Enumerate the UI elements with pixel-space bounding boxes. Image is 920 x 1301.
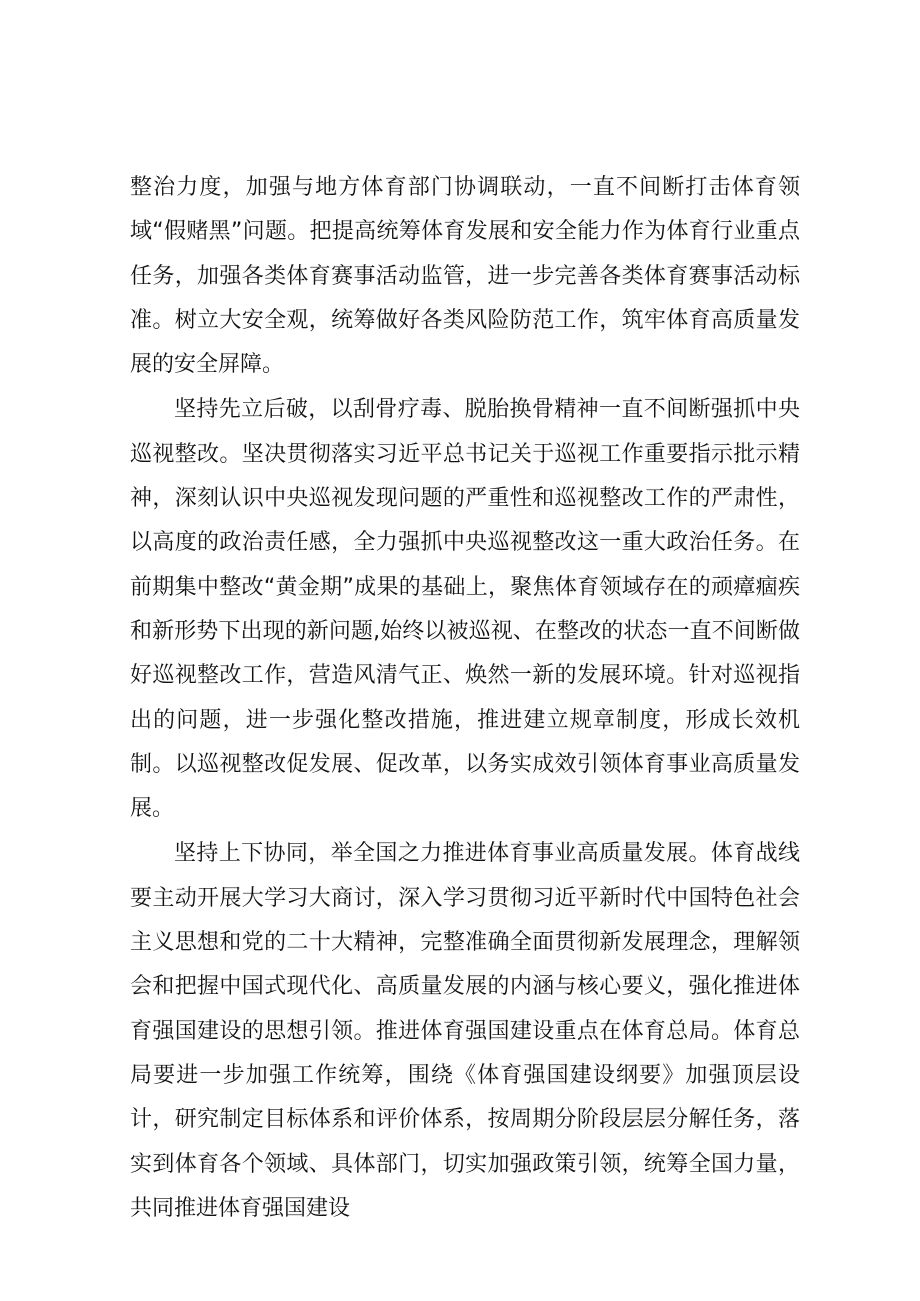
paragraph-coordinated-development: 坚持上下协同，举全国之力推进体育事业高质量发展。体育战线要主动开展大学习大商讨，深入学习贯彻习近平新时代中国特色社会主义思想和党的二十大精神，完整准确全面贯彻新发展理念，理解领会和把握中国式现代化、高质量发展的内涵与核心要义，强化推进体育强国建设的思想引领。推进体育强国建设重点在体育总局。体育总局要进一步加强工作统筹，围绕《体育强国建设纲要》加强顶层设计，研究制定目标体系和评价体系，按周期分阶段层层分解任务，落实到体育各个领域、具体部门，切实加强政策引领，统筹全国力量，共同推进体育强国建设	[130, 841, 800, 1221]
document-body	[130, 166, 800, 1231]
paragraph-inspection-rectification: 坚持先立后破，以刮骨疗毒、脱胎换骨精神一直不间断强抓中央巡视整改。坚决贯彻落实习近平总书记关于巡视工作重要指示批示精神，深刻认识中央巡视发现问题的严重性和巡视整改工作的严肃性，以高度的政治责任感，全力强抓中央巡视整改这一重大政治任务。在前期集中整改“黄金期”成果的基础上，聚焦体育领域存在的顽瘴痼疾和新形势下出现的新问题,始终以被巡视、在整改的状态一直不间断做好巡视整改工作，营造风清气正、焕然一新的发展环境。针对巡视指出的问题，进一步强化整改措施，推进建立规章制度，形成长效机制。以巡视整改促发展、促改革，以务实成效引领体育事业高质量发展。	[130, 397, 800, 822]
paragraph-continuation: 整治力度，加强与地方体育部门协调联动，一直不间断打击体育领域“假赌黑”问题。把提高统筹体育发展和安全能力作为体育行业重点任务，加强各类体育赛事活动监管，进一步完善各类体育赛事活动标准。树立大安全观，统筹做好各类风险防范工作，筑牢体育高质量发展的安全屏障。	[130, 175, 800, 378]
